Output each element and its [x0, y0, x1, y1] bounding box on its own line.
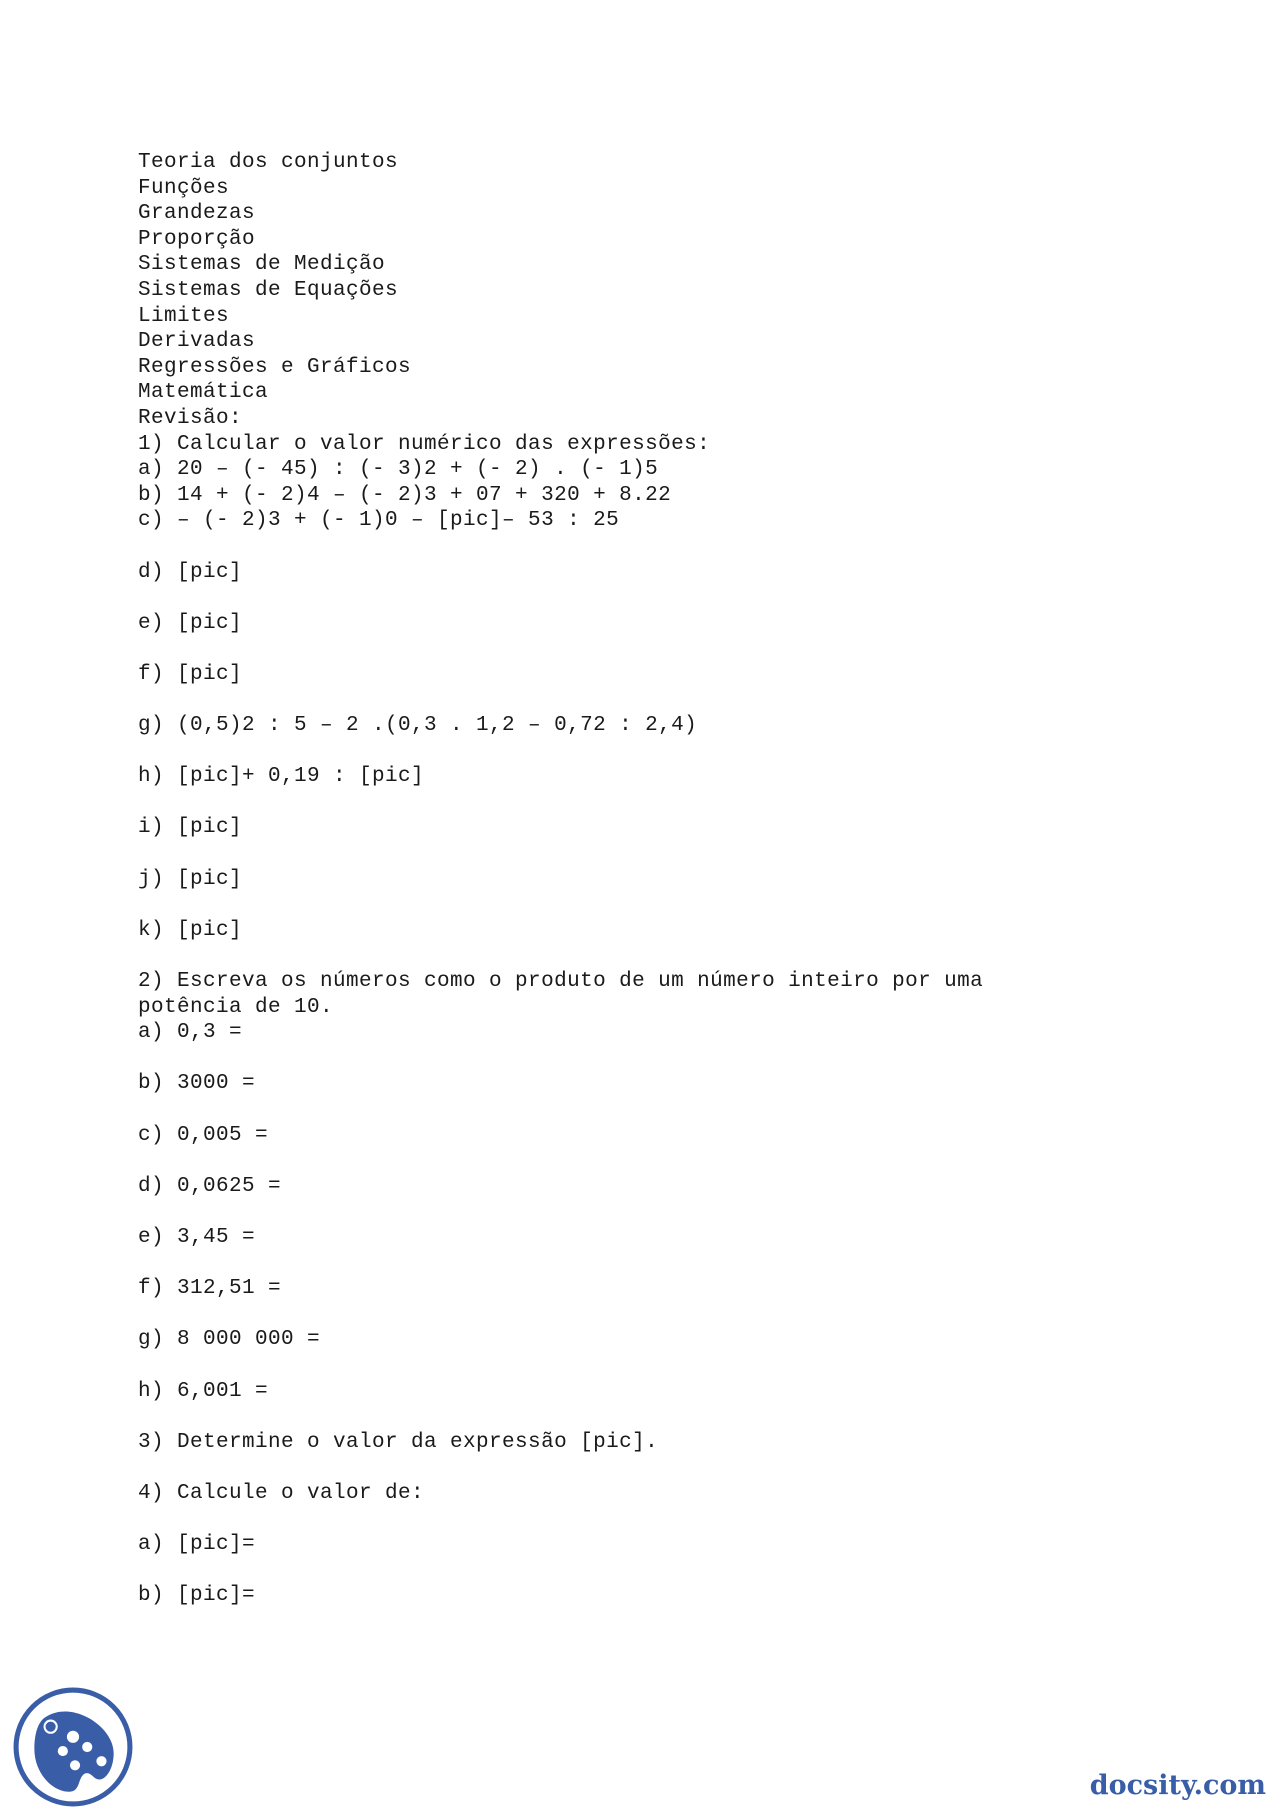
spacer: [138, 1046, 1198, 1072]
docsity-brand-text: docsity.com: [1089, 1770, 1266, 1801]
spacer: [138, 1558, 1198, 1584]
spacer: [138, 739, 1198, 765]
topic-line: Derivadas: [138, 330, 256, 354]
question-4-item-b: b) [pic]=: [138, 1584, 256, 1608]
question-1-item-a: a) 20 – (- 45) : (- 3)2 + (- 2) . (- 1)5: [138, 458, 659, 482]
spacer: [138, 1148, 1198, 1174]
question-2-title: 2) Escreva os números como o produto de um número inteiro por uma: [138, 970, 984, 993]
spacer: [138, 943, 1198, 969]
spacer: [138, 1251, 1198, 1277]
topic-line: Matemática: [138, 381, 269, 405]
spacer: [138, 534, 1198, 560]
spacer: [138, 585, 1198, 611]
question-2-item-a: a) 0,3 =: [138, 1021, 243, 1045]
topic-line: Limites: [138, 304, 230, 328]
question-1-item-d: d) [pic]: [138, 560, 243, 584]
question-2-item-h: h) 6,001 =: [138, 1379, 269, 1403]
topic-line: Sistemas de Medição: [138, 253, 386, 277]
spacer: [138, 687, 1198, 713]
question-1-item-h: h) [pic]+ 0,19 : [pic]: [138, 765, 425, 789]
topic-line: Funções: [138, 176, 230, 200]
question-1-item-i: i) [pic]: [138, 816, 243, 840]
spacer: [138, 1097, 1198, 1123]
question-2-item-g: g) 8 000 000 =: [138, 1328, 321, 1352]
question-2-item-f: f) 312,51 =: [138, 1277, 282, 1301]
question-4-item-a: a) [pic]=: [138, 1533, 256, 1557]
topic-line: Sistemas de Equações: [138, 278, 399, 302]
question-2-item-b: b) 3000 =: [138, 1072, 256, 1096]
spacer: [138, 1353, 1198, 1379]
topic-line: Teoria dos conjuntos: [138, 151, 399, 174]
question-1-item-f: f) [pic]: [138, 662, 243, 686]
question-2-item-d: d) 0,0625 =: [138, 1174, 282, 1198]
spacer: [138, 841, 1198, 867]
question-2-item-c: c) 0,005 =: [138, 1123, 269, 1147]
question-1-title: 1) Calcular o valor numérico das expressões:: [138, 432, 711, 456]
spacer: [138, 892, 1198, 918]
question-1-item-e: e) [pic]: [138, 611, 243, 635]
topic-line: Grandezas: [138, 202, 256, 226]
question-2-item-e: e) 3,45 =: [138, 1225, 256, 1249]
spacer: [138, 1199, 1198, 1225]
spacer: [138, 790, 1198, 816]
docsity-logo-icon: [12, 1686, 134, 1808]
topic-line: Regressões e Gráficos: [138, 355, 412, 379]
spacer: [138, 1404, 1198, 1430]
question-2-title-cont: potência de 10.: [138, 995, 334, 1019]
question-1-item-c: c) – (- 2)3 + (- 1)0 – [pic]– 53 : 25: [138, 509, 620, 533]
question-1-item-g: g) (0,5)2 : 5 – 2 .(0,3 . 1,2 – 0,72 : 2,4): [138, 714, 698, 738]
topic-line: Revisão:: [138, 406, 243, 430]
topic-line: Proporção: [138, 227, 256, 251]
question-4-title: 4) Calcule o valor de:: [138, 1481, 425, 1505]
question-3-title: 3) Determine o valor da expressão [pic].: [138, 1430, 659, 1454]
spacer: [138, 1302, 1198, 1328]
question-1-item-b: b) 14 + (- 2)4 – (- 2)3 + 07 + 320 + 8.22: [138, 483, 672, 507]
spacer: [138, 1506, 1198, 1532]
spacer: [138, 1455, 1198, 1481]
document-body: [138, 150, 1198, 1609]
spacer: [138, 636, 1198, 662]
question-1-item-k: k) [pic]: [138, 918, 243, 942]
question-1-item-j: j) [pic]: [138, 867, 243, 891]
